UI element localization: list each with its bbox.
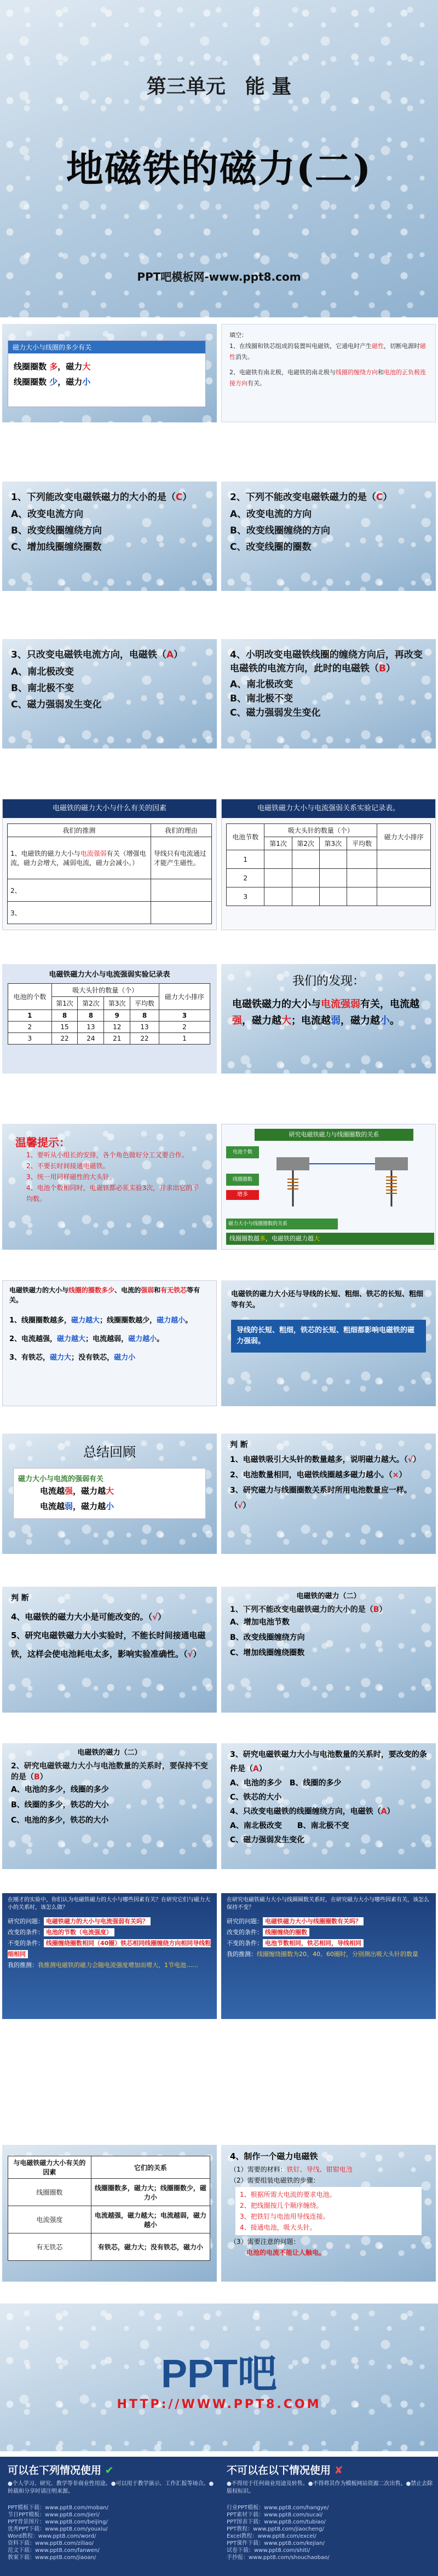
other-factors-text: 电磁铁的磁力大小还与导线的长短、粗细、铁芯的长短、粗细等有关。 (231, 1290, 424, 1309)
slide-other-factors (221, 1280, 436, 1406)
factors-head: 电磁铁磁力的大小与线圈的圈数多少、电流的强弱和有无铁芯等有关。 (9, 1286, 200, 1304)
label-increase: 增多 (226, 1190, 259, 1200)
site-credit: PPT吧模板网-www.ppt8.com (137, 270, 301, 283)
q3-option-b: B、南北极不变 (11, 683, 74, 694)
slide-hypothesis-table (2, 799, 217, 930)
footer-link[interactable]: PPT模板下载：www.ppt8.com/moban/ (8, 2505, 108, 2511)
slide-plan-coils (221, 1893, 436, 2019)
judge2-title: 判 断 (11, 1594, 29, 1603)
unit-title: 第三单元 能 量 (146, 75, 292, 98)
label-battery: 电池个数 (226, 1146, 259, 1158)
word-few: 少 (49, 377, 58, 387)
q6-block (2, 1757, 217, 1831)
q5-title: 电磁铁的磁力（二） (296, 1592, 361, 1600)
apparatus-diagram (266, 1146, 430, 1217)
footer-link[interactable]: 节日PPT模板：www.ppt8.com/jieri/ (8, 2512, 100, 2518)
slide-record-filled (2, 964, 217, 1074)
q4-option-a: A、南北极改变 (230, 679, 293, 690)
box-heading: 磁力大小与线圈的多少有关 (8, 341, 205, 353)
record-title: 电磁铁磁力大小与电流强弱关系实验记录表。 (222, 799, 435, 818)
brand-logo: PPT吧 (160, 2352, 278, 2396)
lesson-title: 地磁铁的磁力(二) (66, 147, 372, 191)
tip-3: 3、统一用同样磁性的大头针。 (26, 1173, 116, 1181)
review-lines: 电流越强，磁力越大 电流越弱，磁力越小 (40, 1486, 114, 1511)
hypothesis-title: 电磁铁的磁力大小与什么有关的因素 (3, 799, 216, 818)
slide-q4 (221, 639, 436, 749)
battery-shape-2 (375, 1157, 408, 1170)
q3-text: 3、只改变电磁铁电流方向，电磁铁（A） (11, 649, 183, 660)
plan1-rows: 研究的问题： 电磁铁磁力的大小与电流强弱有关吗？ 改变的条件： 电池的节数（电流强度） 不变的条件： 线圈缠绕圈数相同（40圈）铁芯相同线圈缠绕方向相同导线粗细相同 我的推测：我推测电磁铁的磁力会随电流强度增加而增大，1节电池…… (8, 1918, 211, 1969)
q2-option-c: C、改变线圈的圈数 (230, 542, 312, 553)
row-2: 2 (227, 869, 264, 887)
allowed-col (8, 2460, 216, 2561)
q2-options (230, 503, 427, 559)
factor-3: 3、有铁芯，磁力大；没有铁芯，磁力小 (9, 1354, 136, 1362)
q4-option-b: B、南北极不变 (230, 693, 293, 704)
cross-icon: ✘ (334, 2464, 343, 2476)
slide-q1 (2, 481, 217, 591)
col-guess: 我们的推测 (8, 824, 151, 837)
col-pins: 吸大头针的数量（个） (264, 824, 377, 837)
footer-link[interactable]: PPT教程：www.ppt8.com/jiaocheng/ (227, 2526, 324, 2532)
q6-title: 电磁铁的磁力（二） (77, 1749, 142, 1757)
word-small: 小 (82, 377, 91, 387)
factor-2: 2、电流越强，磁力越大；电流越弱，磁力越小。 (9, 1335, 164, 1343)
q1-text: 1、下列能改变电磁铁磁力的大小的是（C） (11, 492, 192, 503)
factor-table: 与电磁铁磁力大小有关的因素 它们的关系 线圈圈数 线圈圈数多，磁力大；线圈圈数少，磁力小 电流强度 电流越强，磁力越大；电流越弱，磁力越小 有无铁芯 有铁芯，磁力大；没有铁芯，磁力小 (8, 2156, 210, 2261)
q5-block (221, 1600, 436, 1664)
label-coil-count: 线圈圈数 (14, 362, 47, 372)
factors-body (3, 1309, 216, 1370)
make-body: （1）需要的材料：铁钉、导线、钳钳电池 （2）需要组装电磁铁的步骤： 1、根据所需大电流的要求电池。 2、把线圈按几个顺序缠绕。 3、把铁钉与电池用导线连接。 4、接通电池，吸大头针。 （3）需要注意的问题： 电池的电流不能让人触电。 (221, 2163, 436, 2259)
tips-block (2, 1124, 217, 1214)
word-many: 多 (49, 362, 58, 372)
relation-text (8, 353, 205, 395)
slide-review (2, 1434, 217, 1554)
word-big: 大 (82, 362, 91, 372)
q4-option-c: C、磁力强弱发生变化 (230, 707, 321, 718)
footer-link[interactable]: PPT图表下载：www.ppt8.com/tubiao/ (227, 2519, 326, 2525)
slide-tips (2, 1124, 217, 1250)
guess-2: 2、 (8, 879, 151, 902)
q3-option-a: A、南北极改变 (11, 666, 74, 677)
footer-link[interactable]: 资料下载：www.ppt8.com/ziliao/ (8, 2540, 94, 2546)
tip-4: 4、电池个数相同时，电磁铁都必须实验3次，并求出它的平均数。 (26, 1184, 199, 1203)
judge2-items: 4、电磁铁的磁力大小是可能改变的。（√） 5、研究电磁铁磁力大小实验时，不能长时间接通电磁铁，这样会使电池耗电太多，影响实验准确性。（√） (11, 1612, 206, 1659)
q1-option-c: C、增加线圈缠绕圈数 (11, 542, 102, 553)
coil-exp-title: 研究电磁铁磁力与线圈圈数的关系 (255, 1129, 413, 1141)
slide-plan-current (2, 1893, 217, 2019)
allowed-title: 可以在下列情况使用 ✔ (8, 2464, 114, 2476)
review-title: 总结回顾 (83, 1444, 136, 1460)
guess-1: 1、电磁铁的磁力大小与电流强弱有关（增强电流，磁力会增大，减弱电流，磁力会减小。） (8, 837, 151, 879)
q1-block (2, 481, 217, 566)
footer-link[interactable]: 优秀PPT下载：www.ppt8.com/youxiu/ (8, 2526, 108, 2532)
tip-1: 1、要听从小组长的安排，各个角色做好分工又要合作。 (26, 1151, 188, 1159)
review-heading: 磁力大小与电流的强弱有关 (18, 1475, 104, 1483)
slide-q5 (221, 1587, 436, 1713)
col-reason: 我们的理由 (151, 824, 211, 837)
word-force: ，磁力 (57, 362, 83, 372)
hypothesis-table (7, 823, 212, 924)
slide-q7 (221, 1743, 436, 1869)
tips-title: 温馨提示： (15, 1136, 70, 1149)
links-right (227, 2504, 435, 2561)
reason-1: 导线只有电流通过才能产生磁性。 (151, 837, 211, 879)
links-left (8, 2504, 216, 2561)
q2-text: 2、下列不能改变电磁铁磁力的是（C） (230, 492, 393, 503)
q4-options (230, 674, 427, 723)
fill-label: 填空： (229, 332, 247, 339)
plan1-intro: 在刚才的实验中，你们认为电磁铁磁力的大小与哪些因素有关？在研究它们与磁力大小的关系时，该怎么做？ (8, 1897, 210, 1911)
forbidden-title: 不可以在以下情况使用 ✘ (227, 2464, 343, 2476)
slide-judge-1 (221, 1434, 436, 1554)
q1-options (11, 503, 208, 559)
q2-block (221, 481, 436, 566)
col-battery: 电池节数 (227, 824, 264, 850)
fill-item-2: 2、电磁铁有南北极，电磁铁的南北极与线圈的缠绕方向和电池的正负极连接方向有关。 (229, 369, 426, 387)
q6-text: 2、研究电磁铁磁力大小与电池数量的关系时，要保持不变的是（B） (11, 1762, 208, 1782)
row-3: 3 (227, 887, 264, 906)
slide-judge-2 (2, 1587, 217, 1713)
word-force-2: ，磁力 (57, 377, 83, 387)
slide-record-blank (221, 799, 436, 930)
coil-conclusion: 线圈圈数越多，电磁铁的磁力越大 (226, 1233, 434, 1245)
q6-options: A、电池的多少，线圈的多少 B、线圈的多少，铁芯的大小 C、电池的多少，铁芯的大小 (11, 1785, 109, 1825)
footer-link[interactable]: PPT课件下载：www.ppt8.com/kejian/ (227, 2540, 325, 2546)
license-footer (0, 2457, 438, 2576)
tip-2: 2、不要长时间接通电磁铁。 (26, 1162, 110, 1170)
slide-q2 (221, 481, 436, 591)
q2-option-b: B、改变线圈缠绕的方向 (230, 525, 330, 536)
tips-list (15, 1150, 204, 1204)
footer-link[interactable]: 试卷下载：www.ppt8.com/shiti/ (227, 2548, 310, 2554)
q4-block (221, 639, 436, 731)
footer-link[interactable]: Excel教程：www.ppt8.com/excel/ (227, 2533, 316, 2539)
fill-item-1: 1、在线圈和铁芯组成的装置叫电磁铁，它通电时产生磁性，切断电源时磁性消失。 (229, 343, 426, 361)
discovery-text: 电磁铁磁力的大小与电流强弱有关，电流越强，磁力越大；电流越弱，磁力越小。 (232, 999, 419, 1026)
record-filled-title: 电磁铁磁力大小与电流强弱实验记录表 (49, 971, 170, 979)
slide-discovery (221, 964, 436, 1074)
slide-q6 (2, 1743, 217, 1869)
q3-block (2, 639, 217, 724)
q3-option-c: C、磁力强弱发生变化 (11, 699, 102, 710)
footer-link[interactable]: 行业PPT模板：www.ppt8.com/hangye/ (227, 2505, 329, 2511)
brand-slide (0, 2304, 438, 2451)
forbidden-col (227, 2460, 435, 2561)
footer-link[interactable]: PPT素材下载：www.ppt8.com/sucai/ (227, 2512, 323, 2518)
q7-block: 3、研究电磁铁磁力大小与电池数量的关系时，要改变的条件是（A） A、电池的多少 B、线圈的多少 C、铁芯的大小 4、只改变电磁铁的线圈缠绕方向，电磁铁（A） A、南北极改变 B、南北极不变 C、磁力强弱发生变化 (221, 1743, 436, 1852)
q1-option-b: B、改变线圈缠绕方向 (11, 525, 102, 536)
slide-make-magnet (221, 2145, 436, 2282)
guess-3: 3、 (8, 902, 151, 924)
q7-text: 3、研究电磁铁磁力大小与电池数量的关系时，要改变的条件是（A） (230, 1750, 427, 1773)
fill-blank-text (222, 324, 435, 394)
factor-1: 1、线圈圈数越多，磁力越大；线圈圈数越少，磁力越小。 (9, 1316, 193, 1325)
col-rank: 磁力大小排序 (377, 824, 431, 850)
judge-title: 判 断 (230, 1441, 248, 1449)
forbidden-text: ●不得用于任何商业用途及转售。●不得将其作为模板网站资源二次出售。●禁止去除版权标识。 (227, 2481, 433, 2494)
steps-box: 1、根据所需大电流的要求电池。 2、把线圈按几个顺序缠绕。 3、把铁钉与电池用导线连接。 4、接通电池，吸大头针。 (235, 2187, 422, 2235)
slide-q3 (2, 639, 217, 749)
battery-shape (276, 1157, 309, 1170)
q5-options: A、增加电池节数 B、改变线圈缠绕方向 C、增加线圈缠绕圈数 (230, 1618, 305, 1657)
footer-link[interactable]: 教案下载：www.ppt8.com/jiaoan/ (8, 2555, 96, 2561)
q3-options (11, 660, 208, 716)
row-1: 1 (227, 850, 264, 869)
label-coils: 线圈圈数 (226, 1174, 259, 1186)
slide-factors-summary (2, 1280, 217, 1406)
q4-text: 4、小明改变电磁铁线圈的缠绕方向后，再改变电磁铁的电流方向，此时的电磁铁（B） (230, 649, 423, 674)
slide-coil-experiment (221, 1124, 436, 1250)
footer-link[interactable]: 手抄报：www.ppt8.com/shouchaobao/ (227, 2555, 330, 2561)
footer-link[interactable]: 范文下载：www.ppt8.com/fanwen/ (8, 2548, 100, 2554)
q8-text: 4、只改变电磁铁的线圈缠绕方向，电磁铁（A） (230, 1807, 395, 1816)
q1-option-a: A、改变电流方向 (11, 509, 84, 520)
brand-url: HTTP://WWW.PPT8.COM (117, 2398, 321, 2411)
label-relation: 磁力大小与线圈圈数的关系 (226, 1219, 338, 1229)
slide-fill-blank (221, 324, 436, 422)
allowed-text: ●个人学习、研究、教学等非商业性用途。●可以用于教学演示、工作汇报等场合。●转载和分享时请注明来源。 (8, 2481, 214, 2494)
discovery-title: 我们的发现： (292, 974, 365, 988)
blank-record-table: 电池节数 吸大头针的数量（个） 磁力大小排序 第1次 第2次 第3次 平均数 1 2 3 (226, 823, 431, 906)
title-slide (0, 0, 438, 317)
check-icon: ✔ (105, 2464, 114, 2476)
slide-coil-relation (2, 324, 217, 422)
label-coil-count-2: 线圈圈数 (14, 377, 47, 387)
judge-items: 1、电磁铁吸引大头针的数量越多，说明磁力越大。（√） 2、电池数量相同，电磁铁线圈越多磁力越小。（×） 3、研究磁力与线圈圈数关系时所用电池数量应一样。（√） (230, 1455, 421, 1510)
content-box (8, 340, 206, 407)
q5-text: 1、下列不能改变电磁铁磁力的大小的是（B） (230, 1605, 387, 1614)
footer-link[interactable]: Word教程：www.ppt8.com/word/ (8, 2533, 96, 2539)
plan2-rows: 研究的问题： 电磁铁磁力大小与线圈圈数有关吗？ 改变的条件： 线圈缠绕的圈数 不变的条件： 电池节数相同，铁芯相同，导线相同 我的推测：线圈缠绕圈数为20、40、60圈时，分别测出吸大头针的数量 (227, 1918, 418, 1958)
make-title: 4、制作一个磁力电磁铁 (230, 2151, 318, 2161)
record-filled-table: 电池的个数 吸大头针的数量（个） 磁力大小排序 第1次 第2次 第3次 平均数 1 8 8 9 8 3 2 15 13 12 13 2 3 22 24 21 22 1 (8, 983, 210, 1045)
q2-option-a: A、改变电流的方向 (230, 509, 312, 520)
plan2-intro: 在研究电磁铁磁力大小与线圈圈数关系时，在研究磁力大小与哪些因素有关，该怎么保持不变？ (227, 1897, 429, 1911)
slide-factor-table (2, 2145, 217, 2282)
other-factors-box: 导线的长短、粗细，铁芯的长短、粗细都影响电磁铁的磁力强弱。 (231, 1320, 426, 1353)
review-box (13, 1468, 206, 1519)
footer-link[interactable]: PPT背景图片：www.ppt8.com/beijing/ (8, 2519, 108, 2525)
